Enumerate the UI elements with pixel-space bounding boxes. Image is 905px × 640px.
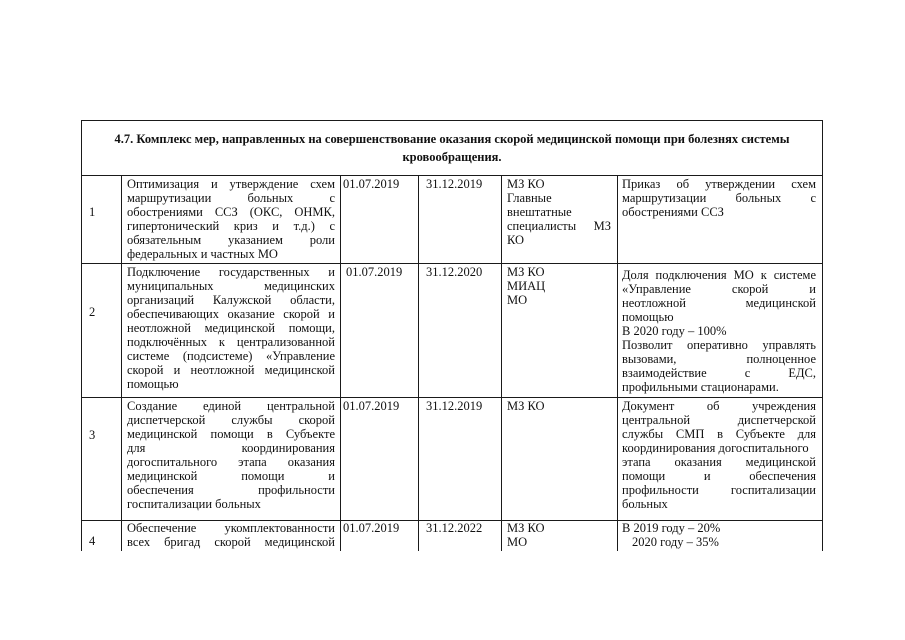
text-line: неотложной медицинской	[622, 296, 816, 310]
text-line: обеспечивающих оказание скорой и	[127, 307, 335, 321]
result-cell	[622, 268, 816, 397]
text-line: медицинской помощи и	[127, 469, 335, 483]
text-line: помощи и обеспечения	[622, 469, 816, 483]
text-line: Подключение государственных и	[127, 265, 335, 279]
activity-cell	[127, 399, 335, 520]
text-line: профильности госпитализации	[622, 483, 816, 497]
section-title-line: кровообращения.	[402, 150, 502, 164]
text-line: диспетчерской службы скорой	[127, 413, 335, 427]
text-line: организаций Калужской области,	[127, 293, 335, 307]
start-date: 01.07.2019	[346, 265, 403, 279]
row-number: 3	[89, 428, 96, 442]
text-line: Документ об учреждения	[622, 399, 816, 413]
text-line: для координирования	[127, 441, 335, 455]
text-line: неотложной медицинской помощи,	[127, 321, 335, 335]
text-line: Создание единой центральной	[127, 399, 335, 413]
text-line: КО	[507, 233, 525, 247]
text-line: МО	[507, 535, 528, 549]
text-line: федеральных и частных МО	[127, 247, 278, 261]
text-line: Доля подключения МО к системе	[622, 268, 816, 282]
text-line: службы СМП в Субъекте для	[622, 427, 816, 441]
text-line: МЗ КО	[507, 399, 545, 413]
text-line: центральной диспетчерской	[622, 413, 816, 427]
text-line: маршрутизации больных с	[127, 191, 335, 205]
text-line: медицинской помощи в Субъекте	[127, 427, 335, 441]
column-divider	[340, 175, 341, 551]
text-line: помощью	[127, 377, 179, 391]
text-line: догоспитального этапа оказания	[127, 455, 335, 469]
table-border-left	[81, 120, 82, 551]
text-line: обеспечения профильности	[127, 483, 335, 497]
table-border-top	[81, 120, 823, 121]
row-divider	[81, 397, 823, 398]
text-line: профильными стационарами.	[622, 380, 779, 394]
result-cell	[622, 521, 816, 551]
text-line: внештатные	[507, 205, 572, 219]
section-title	[81, 130, 823, 166]
text-line: МЗ КО	[507, 265, 545, 279]
text-line: МИАЦ	[507, 279, 546, 293]
text-line: этапа оказания медицинской	[622, 455, 816, 469]
text-line: МО	[507, 293, 528, 307]
column-divider	[418, 175, 419, 551]
text-line: специалисты МЗ	[507, 219, 611, 233]
text-line: МЗ КО	[507, 177, 545, 191]
responsible-cell	[507, 177, 611, 263]
text-line: гипертонический криз и т.д.) с	[127, 219, 335, 233]
text-line: В 2020 году – 100%	[622, 324, 727, 338]
text-line: всех бригад скорой медицинской	[127, 535, 335, 549]
start-date: 01.07.2019	[343, 399, 400, 413]
text-line: МЗ КО	[507, 521, 545, 535]
responsible-cell	[507, 265, 611, 397]
activity-cell	[127, 521, 335, 551]
responsible-cell	[507, 521, 611, 551]
text-line: маршрутизации больных с	[622, 191, 816, 205]
text-line: скорой и неотложной медицинской	[127, 363, 335, 377]
row-number: 2	[89, 305, 96, 319]
text-line: обострениями ССЗ (ОКС, ОНМК,	[127, 205, 335, 219]
text-line: вызовами, полноценное	[622, 352, 816, 366]
text-line: Позволит оперативно управлять	[622, 338, 816, 352]
text-line: Оптимизация и утверждение схем	[127, 177, 335, 191]
text-line: госпитализации больных	[127, 497, 261, 511]
text-line: координирования догоспитального	[622, 441, 809, 455]
end-date: 31.12.2019	[426, 177, 483, 191]
text-line: обострениями ССЗ	[622, 205, 724, 219]
text-line: системе (подсистеме) «Управление	[127, 349, 335, 363]
result-cell	[622, 177, 816, 263]
text-line: помощью	[622, 310, 674, 324]
responsible-cell	[507, 399, 611, 520]
text-line: Обеспечение укомплектованности	[127, 521, 335, 535]
text-line: подключённых к централизованной	[127, 335, 335, 349]
text-line: обязательным указанием роли	[127, 233, 335, 247]
start-date: 01.07.2019	[343, 521, 400, 535]
text-line: больных	[622, 497, 668, 511]
text-line: 2020 году – 35%	[632, 535, 719, 549]
row-number: 1	[89, 205, 96, 219]
end-date: 31.12.2022	[426, 521, 483, 535]
table-border-right	[822, 120, 823, 551]
section-title-line: 4.7. Комплекс мер, направленных на совершенствование оказания скорой медицинской помощи при болезнях системы	[114, 132, 790, 146]
row-divider	[81, 263, 823, 264]
start-date: 01.07.2019	[343, 177, 400, 191]
measures-table	[81, 120, 823, 551]
text-line: муниципальных медицинских	[127, 279, 335, 293]
column-divider	[617, 175, 618, 551]
end-date: 31.12.2020	[426, 265, 483, 279]
text-line: «Управление скорой и	[622, 282, 816, 296]
activity-cell	[127, 265, 335, 397]
column-divider	[501, 175, 502, 551]
column-divider	[121, 175, 122, 551]
text-line: В 2019 году – 20%	[622, 521, 721, 535]
end-date: 31.12.2019	[426, 399, 483, 413]
text-line: взаимодействие с ЕДС,	[622, 366, 816, 380]
row-divider	[81, 175, 823, 176]
activity-cell	[127, 177, 335, 263]
row-number: 4	[89, 534, 96, 548]
text-line: Главные	[507, 191, 552, 205]
result-cell	[622, 399, 816, 520]
text-line: Приказ об утверждении схем	[622, 177, 816, 191]
